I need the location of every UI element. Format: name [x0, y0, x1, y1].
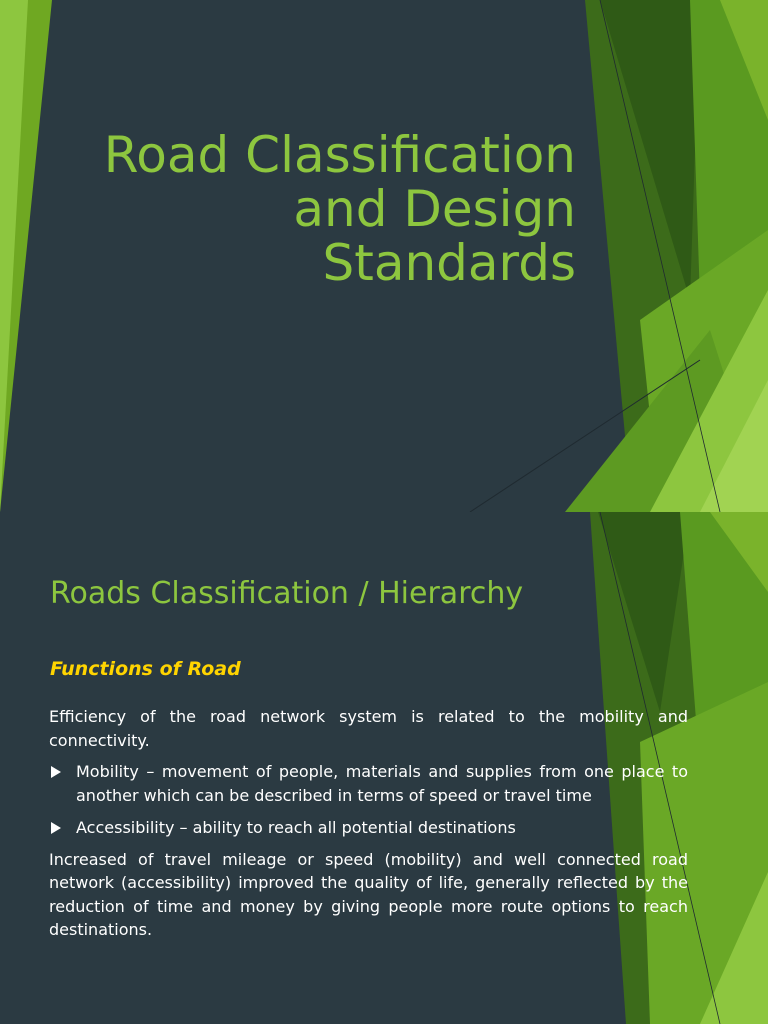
right-triangle-arrow-icon	[51, 766, 61, 778]
bullet-text: Accessibility – ability to reach all potential destinations	[76, 818, 516, 837]
slide-heading: Roads Classification / Hierarchy	[50, 576, 524, 611]
title-line: Road Classification	[103, 126, 576, 184]
bullet-text: Mobility – movement of people, materials and supplies from one place to another which can be described in terms of speed or travel time	[76, 762, 688, 805]
list-item	[49, 816, 688, 840]
bullet-list	[49, 760, 688, 840]
slide-title	[56, 128, 576, 290]
title-line: Standards	[322, 234, 576, 292]
intro-paragraph: Efficiency of the road network system is related to the mobility and connectivity.	[49, 707, 688, 750]
slide-body	[49, 705, 688, 942]
right-triangle-arrow-icon	[51, 822, 61, 834]
title-line: and Design	[293, 180, 576, 238]
content-slide	[0, 512, 768, 1024]
list-item	[49, 760, 688, 807]
section-subheading: Functions of Road	[50, 658, 241, 680]
conclusion-paragraph: Increased of travel mileage or speed (mobility) and well connected road network (accessibility) improved the quality of life, generally reflected by the reduction of time and money by giving people more route options to reach destinations.	[49, 849, 688, 939]
